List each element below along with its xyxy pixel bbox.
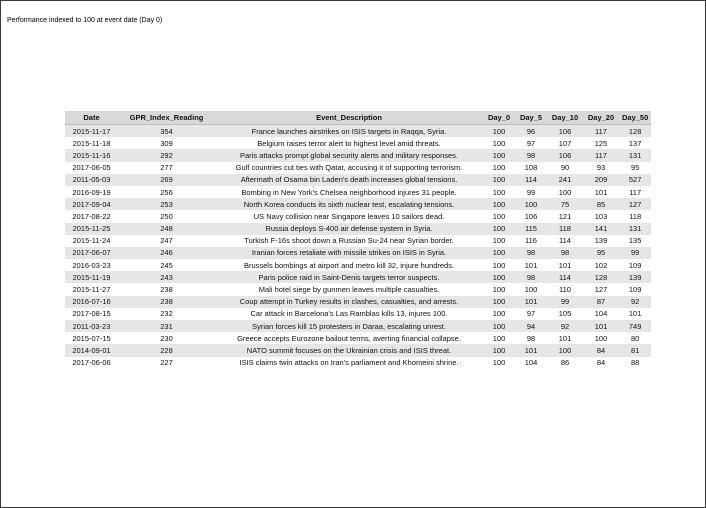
cell-date: 2016-03-23	[65, 259, 118, 271]
cell-day-5: 98	[515, 247, 547, 259]
cell-day-50: 109	[619, 259, 651, 271]
table-row	[65, 320, 651, 332]
cell-gpr-index: 227	[118, 357, 215, 369]
cell-event-description: Brussels bombings at airport and metro kill 32, injure hundreds.	[215, 259, 483, 271]
table-row	[65, 162, 651, 174]
cell-day-0: 100	[483, 210, 515, 222]
table-row	[65, 125, 651, 138]
cell-date: 2014-09-01	[65, 344, 118, 356]
cell-day-0: 100	[483, 296, 515, 308]
cell-date: 2016-09-19	[65, 186, 118, 198]
cell-day-50: 88	[619, 357, 651, 369]
cell-gpr-index: 354	[118, 125, 215, 138]
cell-gpr-index: 253	[118, 198, 215, 210]
cell-day-20: 100	[583, 332, 619, 344]
cell-day-20: 95	[583, 247, 619, 259]
cell-day-5: 98	[515, 271, 547, 283]
table-row	[65, 210, 651, 222]
header-day-50: Day_50	[619, 111, 651, 125]
cell-event-description: Gulf countries cut ties with Qatar, accusing it of supporting terrorism.	[215, 162, 483, 174]
cell-day-0: 100	[483, 247, 515, 259]
cell-day-50: 135	[619, 235, 651, 247]
cell-day-50: 137	[619, 137, 651, 149]
table-row	[65, 235, 651, 247]
cell-event-description: Paris attacks prompt global security alerts and military responses.	[215, 149, 483, 161]
cell-day-20: 101	[583, 186, 619, 198]
cell-day-20: 93	[583, 162, 619, 174]
cell-event-description: Mali hotel siege by gunmen leaves multiple casualties.	[215, 283, 483, 295]
cell-day-20: 125	[583, 137, 619, 149]
cell-event-description: Paris police raid in Saint-Denis targets terror suspects.	[215, 271, 483, 283]
table-row	[65, 149, 651, 161]
cell-day-5: 94	[515, 320, 547, 332]
cell-day-0: 100	[483, 198, 515, 210]
cell-date: 2015-11-17	[65, 125, 118, 138]
table-row	[65, 198, 651, 210]
cell-gpr-index: 248	[118, 223, 215, 235]
cell-gpr-index: 246	[118, 247, 215, 259]
cell-day-10: 110	[547, 283, 583, 295]
header-date: Date	[65, 111, 118, 125]
cell-gpr-index: 243	[118, 271, 215, 283]
table-row	[65, 283, 651, 295]
cell-day-0: 100	[483, 125, 515, 138]
cell-day-20: 84	[583, 357, 619, 369]
cell-day-50: 99	[619, 247, 651, 259]
cell-gpr-index: 269	[118, 174, 215, 186]
cell-date: 2017-08-15	[65, 308, 118, 320]
cell-day-5: 115	[515, 223, 547, 235]
cell-day-0: 100	[483, 308, 515, 320]
cell-day-5: 106	[515, 210, 547, 222]
table-row	[65, 296, 651, 308]
cell-gpr-index: 230	[118, 332, 215, 344]
cell-day-10: 121	[547, 210, 583, 222]
cell-gpr-index: 250	[118, 210, 215, 222]
cell-day-10: 75	[547, 198, 583, 210]
cell-day-50: 128	[619, 125, 651, 138]
cell-gpr-index: 232	[118, 308, 215, 320]
cell-day-0: 100	[483, 344, 515, 356]
cell-day-20: 127	[583, 283, 619, 295]
cell-date: 2017-06-06	[65, 357, 118, 369]
cell-day-20: 104	[583, 308, 619, 320]
cell-day-5: 101	[515, 296, 547, 308]
cell-day-5: 101	[515, 344, 547, 356]
cell-event-description: Turkish F-16s shoot down a Russian Su-24 near Syrian border.	[215, 235, 483, 247]
cell-day-0: 100	[483, 332, 515, 344]
cell-date: 2015-11-27	[65, 283, 118, 295]
cell-day-10: 90	[547, 162, 583, 174]
table-row	[65, 344, 651, 356]
cell-date: 2015-11-24	[65, 235, 118, 247]
table-header-row	[65, 111, 651, 125]
table-row	[65, 308, 651, 320]
cell-day-10: 98	[547, 247, 583, 259]
cell-day-50: 139	[619, 271, 651, 283]
cell-event-description: France launches airstrikes on ISIS targets in Raqqa, Syria.	[215, 125, 483, 138]
cell-day-5: 116	[515, 235, 547, 247]
cell-event-description: Greece accepts Eurozone bailout terms, averting financial collapse.	[215, 332, 483, 344]
cell-day-10: 100	[547, 344, 583, 356]
cell-day-20: 141	[583, 223, 619, 235]
table-row	[65, 271, 651, 283]
cell-day-10: 92	[547, 320, 583, 332]
cell-day-50: 131	[619, 223, 651, 235]
header-day-0: Day_0	[483, 111, 515, 125]
cell-day-0: 100	[483, 174, 515, 186]
cell-day-50: 81	[619, 344, 651, 356]
cell-day-5: 100	[515, 198, 547, 210]
cell-day-5: 96	[515, 125, 547, 138]
cell-day-50: 92	[619, 296, 651, 308]
cell-date: 2017-06-07	[65, 247, 118, 259]
cell-day-50: 118	[619, 210, 651, 222]
cell-gpr-index: 238	[118, 296, 215, 308]
cell-day-10: 106	[547, 125, 583, 138]
cell-gpr-index: 247	[118, 235, 215, 247]
cell-day-10: 86	[547, 357, 583, 369]
cell-day-0: 100	[483, 259, 515, 271]
cell-date: 2015-07-15	[65, 332, 118, 344]
table-row	[65, 223, 651, 235]
cell-event-description: Iranian forces retaliate with missile strikes on ISIS in Syria.	[215, 247, 483, 259]
cell-day-10: 101	[547, 332, 583, 344]
cell-day-0: 100	[483, 235, 515, 247]
cell-day-10: 114	[547, 271, 583, 283]
table-row	[65, 247, 651, 259]
cell-date: 2016-07-16	[65, 296, 118, 308]
cell-date: 2017-08-22	[65, 210, 118, 222]
cell-day-5: 98	[515, 149, 547, 161]
cell-date: 2015-11-19	[65, 271, 118, 283]
cell-day-5: 104	[515, 357, 547, 369]
cell-day-20: 117	[583, 125, 619, 138]
table-row	[65, 357, 651, 369]
cell-gpr-index: 238	[118, 283, 215, 295]
cell-day-20: 209	[583, 174, 619, 186]
cell-day-20: 87	[583, 296, 619, 308]
cell-day-5: 99	[515, 186, 547, 198]
cell-day-5: 97	[515, 308, 547, 320]
cell-day-0: 100	[483, 320, 515, 332]
cell-gpr-index: 277	[118, 162, 215, 174]
cell-day-20: 101	[583, 320, 619, 332]
cell-date: 2015-11-25	[65, 223, 118, 235]
cell-day-0: 100	[483, 223, 515, 235]
cell-event-description: Car attack in Barcelona's Las Ramblas kills 13, injures 100.	[215, 308, 483, 320]
cell-day-10: 114	[547, 235, 583, 247]
cell-day-50: 95	[619, 162, 651, 174]
table-caption: Performance indexed to 100 at event date (Day 0)	[7, 17, 163, 24]
cell-day-5: 97	[515, 137, 547, 149]
cell-day-50: 117	[619, 186, 651, 198]
cell-day-10: 241	[547, 174, 583, 186]
cell-day-10: 118	[547, 223, 583, 235]
table-row	[65, 174, 651, 186]
header-day-20: Day_20	[583, 111, 619, 125]
cell-day-20: 117	[583, 149, 619, 161]
cell-day-50: 127	[619, 198, 651, 210]
header-day-10: Day_10	[547, 111, 583, 125]
cell-day-0: 100	[483, 357, 515, 369]
cell-day-50: 131	[619, 149, 651, 161]
cell-event-description: North Korea conducts its sixth nuclear test, escalating tensions.	[215, 198, 483, 210]
cell-event-description: US Navy collision near Singapore leaves 10 sailors dead.	[215, 210, 483, 222]
cell-day-5: 100	[515, 283, 547, 295]
cell-day-10: 101	[547, 259, 583, 271]
cell-date: 2011-05-03	[65, 174, 118, 186]
cell-day-0: 100	[483, 283, 515, 295]
header-day-5: Day_5	[515, 111, 547, 125]
table-row	[65, 137, 651, 149]
cell-event-description: NATO summit focuses on the Ukrainian crisis and ISIS threat.	[215, 344, 483, 356]
cell-day-10: 100	[547, 186, 583, 198]
cell-day-50: 80	[619, 332, 651, 344]
cell-day-50: 749	[619, 320, 651, 332]
table-row	[65, 259, 651, 271]
cell-day-5: 108	[515, 162, 547, 174]
cell-gpr-index: 228	[118, 344, 215, 356]
cell-event-description: Coup attempt in Turkey results in clashes, casualties, and arrests.	[215, 296, 483, 308]
cell-day-10: 107	[547, 137, 583, 149]
cell-event-description: Aftermath of Osama bin Laden's death increases global tensions.	[215, 174, 483, 186]
cell-date: 2017-09-04	[65, 198, 118, 210]
cell-date: 2015-11-16	[65, 149, 118, 161]
table-row	[65, 186, 651, 198]
cell-date: 2017-06-05	[65, 162, 118, 174]
cell-day-5: 114	[515, 174, 547, 186]
cell-day-50: 101	[619, 308, 651, 320]
cell-event-description: Bombing in New York's Chelsea neighborhood injures 31 people.	[215, 186, 483, 198]
cell-day-10: 99	[547, 296, 583, 308]
cell-day-10: 106	[547, 149, 583, 161]
header-gpr-index: GPR_Index_Reading	[118, 111, 215, 125]
events-table	[65, 111, 651, 369]
cell-day-20: 103	[583, 210, 619, 222]
cell-event-description: Belgium raises terror alert to highest level amid threats.	[215, 137, 483, 149]
cell-day-0: 100	[483, 186, 515, 198]
cell-event-description: Russia deploys S-400 air defense system in Syria.	[215, 223, 483, 235]
cell-day-20: 128	[583, 271, 619, 283]
cell-event-description: Syrian forces kill 15 protesters in Daraa, escalating unrest.	[215, 320, 483, 332]
cell-day-0: 100	[483, 271, 515, 283]
cell-day-50: 527	[619, 174, 651, 186]
table-row	[65, 332, 651, 344]
cell-day-20: 84	[583, 344, 619, 356]
cell-event-description: ISIS claims twin attacks on Iran's parliament and Khomeini shrine.	[215, 357, 483, 369]
cell-gpr-index: 231	[118, 320, 215, 332]
cell-day-0: 100	[483, 137, 515, 149]
cell-date: 2011-03-23	[65, 320, 118, 332]
cell-day-20: 102	[583, 259, 619, 271]
cell-gpr-index: 256	[118, 186, 215, 198]
cell-day-0: 100	[483, 162, 515, 174]
cell-gpr-index: 292	[118, 149, 215, 161]
cell-day-5: 101	[515, 259, 547, 271]
cell-date: 2015-11-18	[65, 137, 118, 149]
cell-day-10: 105	[547, 308, 583, 320]
cell-day-0: 100	[483, 149, 515, 161]
header-event-description: Event_Description	[215, 111, 483, 125]
cell-day-20: 85	[583, 198, 619, 210]
cell-day-5: 98	[515, 332, 547, 344]
cell-day-20: 139	[583, 235, 619, 247]
cell-gpr-index: 245	[118, 259, 215, 271]
cell-day-50: 109	[619, 283, 651, 295]
cell-gpr-index: 309	[118, 137, 215, 149]
